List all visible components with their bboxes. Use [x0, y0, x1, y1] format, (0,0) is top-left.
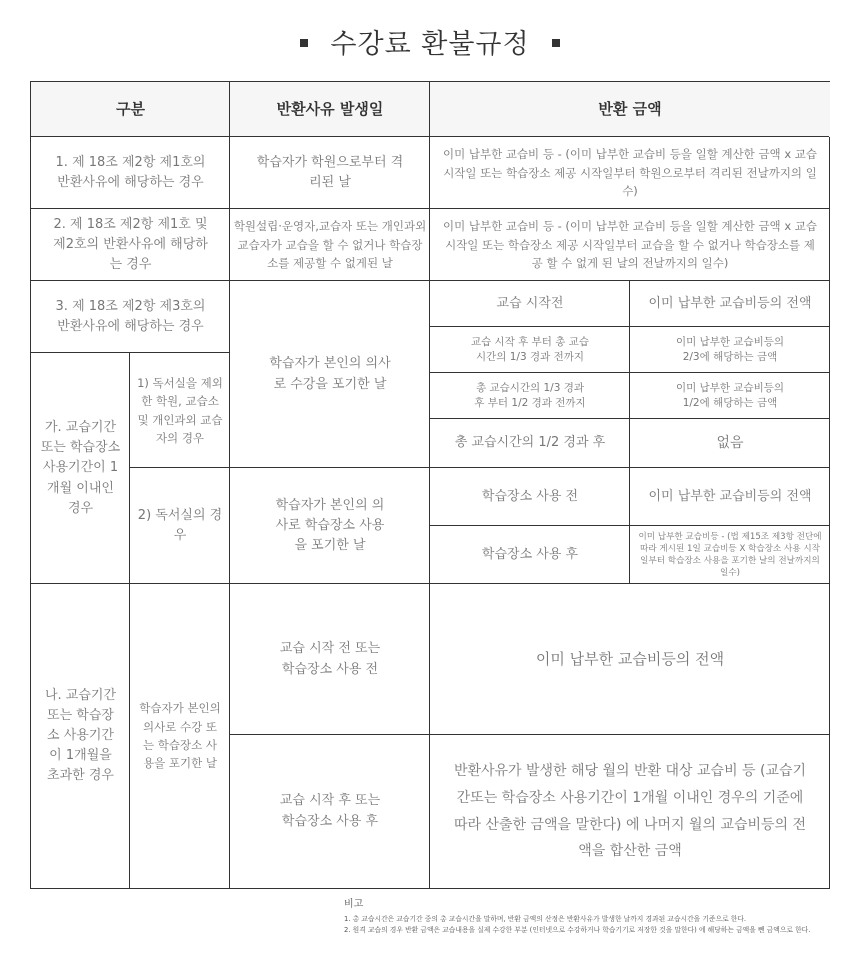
sub1-timing-1: 교습 시작전 — [496, 295, 564, 311]
group-a-label: 가. 교습기간 또는 학습장소 사용기간이 1개월 이내인 경우 — [40, 420, 121, 516]
notes-line-2: 2. 원격 교습의 경우 반환 금액은 교습내용을 실제 수강한 부분 (인터넷으로 수강하거나 학습기기로 저장한 것을 말한다) 에 해당하는 금액을 뺀 금액으로 한다. — [344, 926, 811, 935]
row2-category: 2. 제 18조 제2항 제1호 및 제2호의 반환사유에 해당하는 경우 — [53, 216, 208, 273]
sub2-label: 2) 독서실의 경우 — [137, 507, 223, 543]
grid-line — [31, 280, 829, 281]
notes — [344, 896, 810, 937]
row2-date: 학원설립·운영자,교습자 또는 개인과외교습자가 교습을 할 수 없거나 학습장소를 제공할 수 없게된 날 — [233, 219, 427, 271]
row1-amount: 이미 납부한 교습비 등 - (이미 납부한 교습비 등을 일할 계산한 금액 x 교습시작일 또는 학습장소 제공 시작일부터 학원으로부터 격리된 전날까지의 일수) — [442, 147, 817, 199]
grid-line — [429, 525, 829, 526]
title-text: 수강료 환불규정 — [330, 29, 530, 60]
refund-table — [30, 81, 830, 889]
group-b-date: 학습자가 본인의 의사로 수강 또는 학습장소 사용을 포기한 날 — [139, 701, 221, 771]
row1-date: 학습자가 학원으로부터 격리된 날 — [256, 154, 404, 190]
group-b-amount-2: 반환사유가 발생한 해당 월의 반환 대상 교습비 등 (교습기간또는 학습장소 사용기간이 1개월 이내인 경우의 기준에 따라 산출한 금액을 말한다) 에 나머지 월의 교습비등의 전액을 합산한 금액 — [453, 763, 807, 860]
row1-category: 1. 제 18조 제2항 제1호의 반환사유에 해당하는 경우 — [55, 154, 206, 190]
sub2-amount-1: 이미 납부한 교습비등의 전액 — [648, 488, 812, 504]
sub2-timing-1: 학습장소 사용 전 — [481, 488, 579, 504]
bullet-square-icon — [552, 39, 560, 47]
group-b-timing-2: 교습 시작 후 또는 학습장소 사용 후 — [279, 793, 381, 829]
sub1-label: 1) 독서실을 제외한 학원, 교습소 및 개인과외 교습자의 경우 — [137, 375, 223, 445]
sub1-amount-2: 이미 납부한 교습비등의 2/3에 해당하는 금액 — [675, 335, 785, 363]
notes-line-1: 1. 총 교습시간은 교습기간 중의 총 교습시간을 말하며, 반환 금액의 산정은 반환사유가 발생한 날까지 경과된 교습시간을 기준으로 한다. — [344, 914, 747, 923]
sub2-timing-2: 학습장소 사용 후 — [481, 546, 579, 562]
grid-line — [429, 418, 829, 419]
row3-category: 3. 제 18조 제2항 제3호의 반환사유에 해당하는 경우 — [55, 298, 206, 334]
sub1-amount-3: 이미 납부한 교습비등의 1/2에 해당하는 금액 — [675, 381, 785, 409]
group-b-amount-1: 이미 납부한 교습비등의 전액 — [535, 649, 725, 668]
group-b-label: 나. 교습기간 또는 학습장소 사용기간이 1개월을 초과한 경우 — [44, 687, 117, 784]
grid-line — [429, 82, 430, 888]
sub1-amount-4: 없음 — [716, 434, 744, 451]
header-amount: 반환 금액 — [430, 82, 830, 137]
notes-heading: 비고 — [344, 899, 364, 910]
header-category: 구분 — [31, 82, 230, 137]
grid-line — [429, 326, 829, 327]
grid-line — [229, 82, 230, 888]
grid-line — [429, 372, 829, 373]
sub1-timing-4: 총 교습시간의 1/2 경과 후 — [454, 435, 606, 451]
grid-line — [31, 352, 229, 353]
sub1-amount-1: 이미 납부한 교습비등의 전액 — [648, 295, 812, 311]
sub1-timing-3: 총 교습시간의 1/3 경과 후 부터 1/2 경과 전까지 — [474, 381, 586, 409]
group-b-timing-1: 교습 시작 전 또는 학습장소 사용 전 — [279, 641, 381, 677]
sub2-amount-2: 이미 납부한 교습비등 - (법 제15조 제3항 전단에 따라 게시된 1일 교습비등 X 학습장소 사용 시작일부터 학습장소 사용을 포기한 날의 전날까지의 일수) — [638, 531, 822, 579]
grid-line — [31, 136, 829, 137]
sub1-date: 학습자가 본인의 의사로 수강을 포기한 날 — [269, 356, 391, 392]
sub1-timing-2: 교습 시작 후 부터 총 교습시간의 1/3 경과 전까지 — [470, 335, 590, 363]
grid-line — [229, 734, 829, 735]
sub2-date: 학습자가 본인의 의사로 학습장소 사용을 포기한 날 — [275, 497, 385, 554]
bullet-square-icon — [300, 39, 308, 47]
grid-line — [129, 467, 829, 468]
grid-line — [31, 583, 829, 584]
grid-line — [129, 353, 130, 888]
header-date: 반환사유 발생일 — [230, 82, 430, 137]
page-title — [0, 22, 860, 61]
row2-amount: 이미 납부한 교습비 등 - (이미 납부한 교습비 등을 일할 계산한 금액 x 교습시작일 또는 학습장소 제공 시작일부터 교습을 할 수 없거나 학습장소를 제공 할 수 없게 된 날의 전날까지의 일수) — [442, 219, 817, 271]
grid-line — [31, 208, 829, 209]
